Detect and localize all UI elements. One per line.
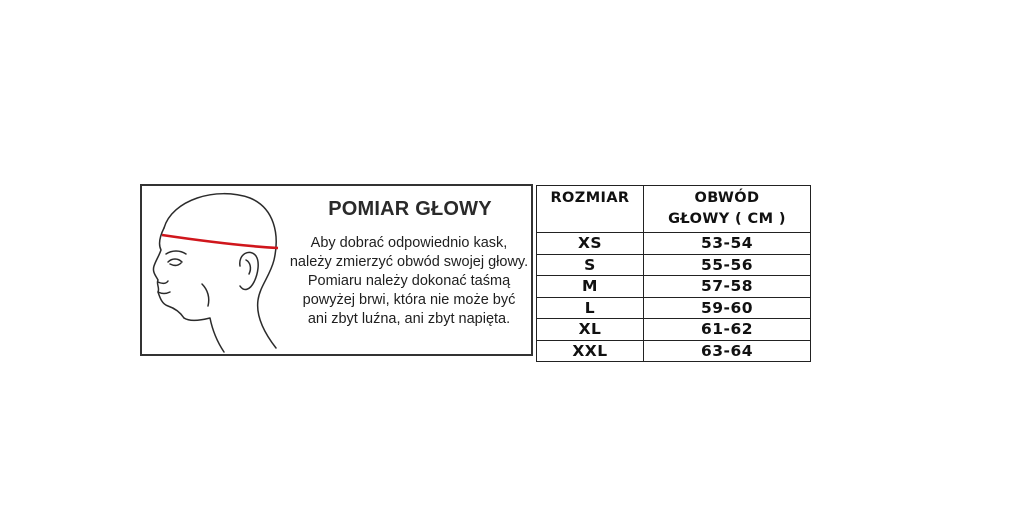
header-circumference: [644, 186, 811, 233]
table-row: [537, 340, 811, 362]
size-cell: XL: [537, 319, 644, 341]
circumference-cell: 59-60: [644, 297, 811, 319]
head-measurement-panel: [140, 184, 533, 356]
size-cell: XS: [537, 233, 644, 255]
size-cell: S: [537, 254, 644, 276]
instruction-line: ani zbyt luźna, ani zbyt napięta.: [307, 311, 511, 327]
header-circumference-line1: OBWÓD: [694, 190, 760, 206]
panel-title: POMIAR GŁOWY: [328, 198, 492, 220]
header-size: ROZMIAR: [537, 186, 644, 233]
circumference-cell: 57-58: [644, 276, 811, 298]
instruction-line: Aby dobrać odpowiednio kask,: [310, 235, 508, 251]
size-cell: XXL: [537, 340, 644, 362]
size-cell: L: [537, 297, 644, 319]
table-row: [537, 233, 811, 255]
header-circumference-line2: GŁOWY ( CM ): [668, 211, 786, 227]
circumference-cell: 61-62: [644, 319, 811, 341]
circumference-cell: 55-56: [644, 254, 811, 276]
instruction-line: Pomiaru należy dokonać taśmą: [307, 273, 511, 289]
table-row: [537, 276, 811, 298]
measuring-line: [162, 235, 278, 248]
circumference-cell: 63-64: [644, 340, 811, 362]
table-header-row: [537, 186, 811, 233]
table-row: [537, 297, 811, 319]
table-row: [537, 319, 811, 341]
circumference-cell: 53-54: [644, 233, 811, 255]
instruction-line: powyżej brwi, która nie może być: [302, 292, 516, 308]
head-profile-icon: [146, 188, 286, 354]
size-cell: M: [537, 276, 644, 298]
size-chart-table: [536, 185, 811, 362]
table-row: [537, 254, 811, 276]
measurement-instructions: [280, 234, 538, 329]
instruction-line: należy zmierzyć obwód swojej głowy.: [289, 254, 529, 270]
